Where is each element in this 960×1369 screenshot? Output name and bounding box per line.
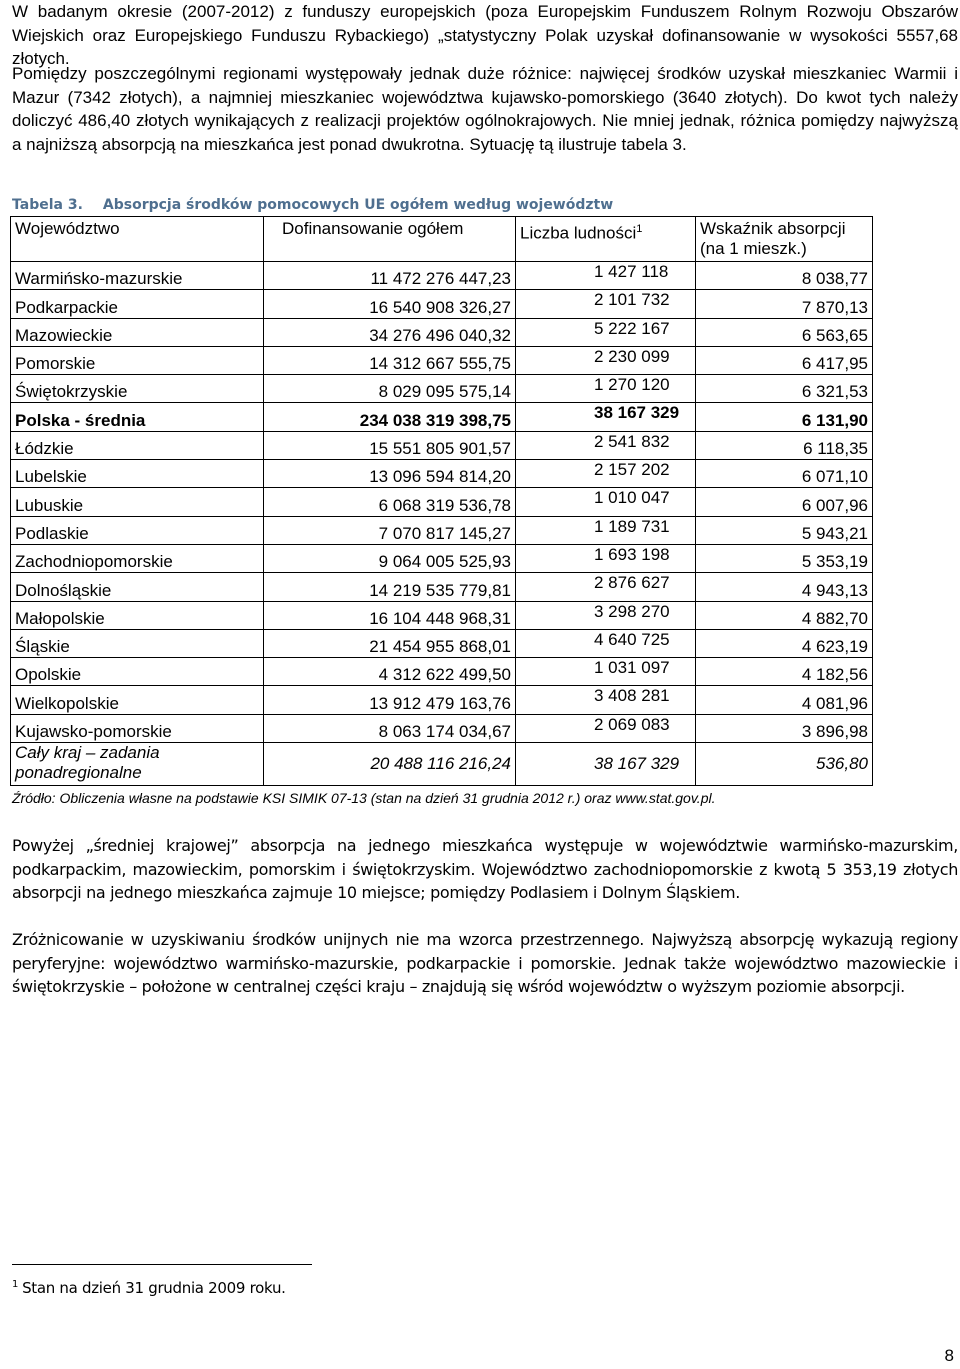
absorption-index-cell: 6 071,10 [696,460,873,488]
spatial-pattern-paragraph: Zróżnicowanie w uzyskiwaniu środków unijnych nie ma wzorca przestrzennego. Najwyższą absorpcję wykazują regiony peryferyjne: województwo warmińsko-mazurskie, podkarpackie i pomorskie. Jednak także województwo mazowieckie i świętokrzyskie – położone w centralnej części kraju – znajdują się wśród województw o wyższym poziomie absorpcji. [12,930,958,996]
footnote-separator [12,1264,312,1265]
absorption-index-cell: 6 321,53 [696,375,873,403]
population-cell: 1 189 731 [516,516,696,544]
funding-cell: 21 454 955 868,01 [264,629,516,657]
table-row [11,629,873,657]
table-header-row [11,217,873,262]
voivodeship-cell: Cały kraj – zadania ponadregionalne [11,743,264,786]
table-source-note: Źródło: Obliczenia własne na podstawie KSI SIMIK 07-13 (stan na dzień 31 grudnia 2012 r.) oraz www.stat.gov.pl. [12,790,716,806]
absorption-index-cell: 6 563,65 [696,318,873,346]
funding-cell: 20 488 116 216,24 [264,743,516,786]
voivodeship-cell: Opolskie [11,658,264,686]
funding-cell: 16 540 908 326,27 [264,290,516,318]
funding-cell: 16 104 448 968,31 [264,601,516,629]
population-cell: 1 693 198 [516,544,696,572]
voivodeship-cell: Łódzkie [11,431,264,459]
absorption-index-cell: 4 081,96 [696,686,873,714]
table-row [11,318,873,346]
funding-cell: 4 312 622 499,50 [264,658,516,686]
funding-cell: 34 276 496 040,32 [264,318,516,346]
population-cell: 4 640 725 [516,629,696,657]
absorption-index-cell: 4 943,13 [696,573,873,601]
population-cell: 2 101 732 [516,290,696,318]
population-cell: 2 157 202 [516,460,696,488]
absorption-index-cell: 6 131,90 [696,403,873,431]
footnote-ref: 1 [636,223,643,235]
table-row [11,714,873,742]
funding-cell: 7 070 817 145,27 [264,516,516,544]
table-row [11,431,873,459]
population-cell: 5 222 167 [516,318,696,346]
absorption-index-cell: 6 118,35 [696,431,873,459]
population-cell: 38 167 329 [516,743,696,786]
voivodeship-cell: Mazowieckie [11,318,264,346]
absorption-index-cell: 7 870,13 [696,290,873,318]
voivodeship-cell: Lubuskie [11,488,264,516]
table-row [11,290,873,318]
voivodeship-cell: Pomorskie [11,346,264,374]
absorption-index-cell: 8 038,77 [696,262,873,290]
table-row [11,488,873,516]
funding-cell: 13 096 594 814,20 [264,460,516,488]
header-voivodeship: Województwo [11,217,264,262]
population-cell: 38 167 329 [516,403,696,431]
voivodeship-cell: Świętokrzyskie [11,375,264,403]
table-row [11,601,873,629]
population-cell: 1 270 120 [516,375,696,403]
population-cell: 3 298 270 [516,601,696,629]
funding-cell: 8 063 174 034,67 [264,714,516,742]
population-cell: 2 069 083 [516,714,696,742]
table-row [11,403,873,431]
absorption-index-cell: 3 896,98 [696,714,873,742]
absorption-index-cell: 5 353,19 [696,544,873,572]
voivodeship-cell: Kujawsko-pomorskie [11,714,264,742]
voivodeship-cell: Warmińsko-mazurskie [11,262,264,290]
header-absorption-index: Wskaźnik absorpcji (na 1 mieszk.) [696,217,873,262]
absorption-index-cell: 4 182,56 [696,658,873,686]
population-cell: 1 031 097 [516,658,696,686]
voivodeship-cell: Wielkopolskie [11,686,264,714]
population-cell: 2 876 627 [516,573,696,601]
absorption-table [10,216,873,786]
voivodeship-cell: Podlaskie [11,516,264,544]
funding-cell: 6 068 319 536,78 [264,488,516,516]
table-row [11,573,873,601]
voivodeship-cell: Podkarpackie [11,290,264,318]
page-number: 8 [944,1346,954,1365]
funding-cell: 9 064 005 525,93 [264,544,516,572]
table-row [11,262,873,290]
population-cell: 2 541 832 [516,431,696,459]
absorption-index-cell: 6 007,96 [696,488,873,516]
footnote-number: 1 [12,1279,19,1290]
footnote-text: Stan na dzień 31 grudnia 2009 roku. [22,1279,286,1297]
table-caption [12,197,613,213]
table-row [11,658,873,686]
intro-paragraph: W badanym okresie (2007-2012) z funduszy europejskich (poza Europejskim Funduszem Rolnym Rozwoju Obszarów Wiejskich oraz Europejskiego Funduszu Rybackiego) „statystyczny Polak uzyskał dofinansowanie w wysokości 5557,68 złotych. [12,2,958,68]
voivodeship-cell: Małopolskie [11,601,264,629]
funding-cell: 13 912 479 163,76 [264,686,516,714]
table-row [11,743,873,786]
voivodeship-cell: Dolnośląskie [11,573,264,601]
funding-cell: 15 551 805 901,57 [264,431,516,459]
absorption-index-cell: 4 623,19 [696,629,873,657]
table-caption-label: Tabela 3. [12,197,83,213]
voivodeship-cell: Polska - średnia [11,403,264,431]
absorption-index-cell: 5 943,21 [696,516,873,544]
table-row [11,460,873,488]
absorption-index-cell: 4 882,70 [696,601,873,629]
funding-cell: 14 219 535 779,81 [264,573,516,601]
table-caption-title: Absorpcja środków pomocowych UE ogółem według województw [102,197,614,213]
table-row [11,516,873,544]
table-row [11,346,873,374]
above-average-paragraph: Powyżej „średniej krajowej” absorpcja na jednego mieszkańca występuje w województwie warmińsko-mazurskim, podkarpackim, mazowieckim, pomorskim i świętokrzyskim. Województwo zachodniopomorskie z kwotą 5 353,19 złotych absorpcji na jednego mieszkańca zajmuje 10 miejsce; pomiędzy Podlasiem i Dolnym Śląskiem. [12,836,958,902]
table-row [11,686,873,714]
voivodeship-cell: Śląskie [11,629,264,657]
regional-differences-paragraph: Pomiędzy poszczególnymi regionami występowały jednak duże różnice: najwięcej środków uzyskał mieszkaniec Warmii i Mazur (7342 złotych), a najmniej mieszkaniec województwa kujawsko-pomorskiego (3640 złotych). Do kwot tych należy doliczyć 486,40 złotych wynikających z realizacji projektów ogólnokrajowych. Nie mniej jednak, różnica pomiędzy najwyższą a najniższą absorpcją na mieszkańca jest ponad dwukrotna. Sytuację tą ilustruje tabela 3. [12,64,958,154]
population-cell: 1 010 047 [516,488,696,516]
voivodeship-cell: Zachodniopomorskie [11,544,264,572]
voivodeship-cell: Lubelskie [11,460,264,488]
table-row [11,375,873,403]
absorption-index-cell: 536,80 [696,743,873,786]
header-population: Liczba ludności$^1$ [516,217,696,262]
funding-cell: 8 029 095 575,14 [264,375,516,403]
population-cell: 2 230 099 [516,346,696,374]
absorption-index-cell: 6 417,95 [696,346,873,374]
table-row [11,544,873,572]
funding-cell: 11 472 276 447,23 [264,262,516,290]
funding-cell: 234 038 319 398,75 [264,403,516,431]
funding-cell: 14 312 667 555,75 [264,346,516,374]
population-cell: 3 408 281 [516,686,696,714]
population-cell: 1 427 118 [516,262,696,290]
header-funding: Dofinansowanie ogółem [264,217,516,262]
footnote [12,1279,286,1297]
